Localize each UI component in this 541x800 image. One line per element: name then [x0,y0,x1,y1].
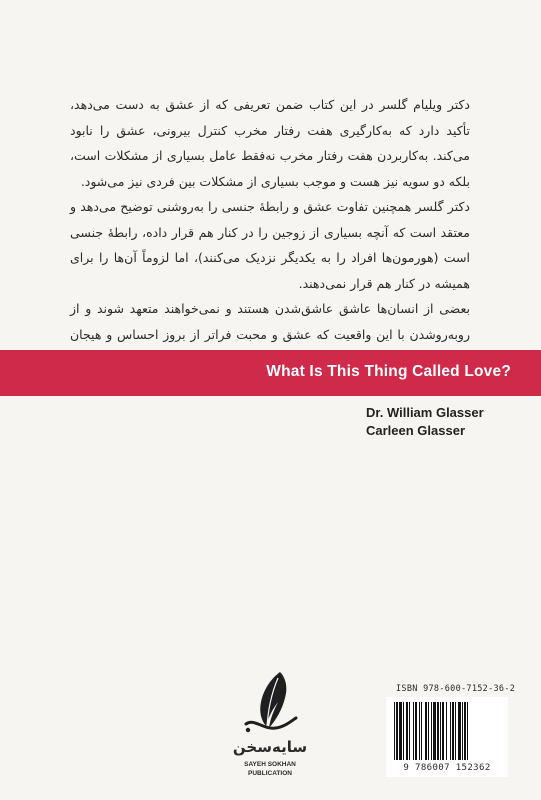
english-title: What Is This Thing Called Love? [266,363,511,380]
synopsis-text [70,92,470,373]
author-credits [366,404,484,440]
barcode-bar [428,702,429,760]
title-band [0,350,541,396]
barcode-bar [442,702,444,760]
barcode-bar [455,702,456,760]
barcode-bar [450,702,451,760]
author-name-1: Dr. William Glasser [366,405,484,420]
barcode-bar [406,702,408,760]
barcode-bar [394,702,395,760]
quill-feather-icon [228,668,312,738]
barcode-bar [433,702,436,760]
barcode-bar [458,702,461,760]
barcode-bar [467,702,468,760]
barcode-bar [425,702,427,760]
publisher-name-english: SAYEH SOKHAN [244,761,296,768]
synopsis-paragraph-2: دکتر گلسر همچنین تفاوت عشق و رابطهٔ جنسی را به‌روشنی توضیح می‌دهد و معتقد است که آنچه بسیاری از زوجین را در کنار هم قرار داده، رابطهٔ جنسی است (هورمون‌ها افراد را به یکدیگر نزدیک می‌کنند)، اما لزوماً آن‌ها را برای همیشه در کنار هم قرار نمی‌دهند. [70,199,470,291]
barcode-bars [392,702,502,762]
barcode-bar [462,702,463,760]
barcode-bar [415,702,417,760]
barcode-bar [409,702,410,760]
publisher-subtitle: PUBLICATION [248,770,292,777]
publisher-name-persian: سایه‌سخن [232,738,308,756]
barcode-bar [413,702,414,760]
isbn-label: ISBN 978-600-7152-36-2 [396,684,516,694]
barcode-bar [437,702,439,760]
barcode-bar [440,702,441,760]
barcode-bar [431,702,432,760]
synopsis-paragraph-1: دکتر ویلیام گلسر در این کتاب ضمن تعریفی که از عشق به دست می‌دهد، تأکید دارد که به‌کارگیری هفت رفتار مخرب کنترل بیرونی، عشق را نابود می‌کند. به‌کاربردن هفت رفتار مخرب نه‌فقط عامل بسیاری از مشکلات است، بلکه دو سویه نیز هست و موجب بسیاری از مشکلات بین فردی نیز می‌شود. [70,97,470,189]
barcode-bar [403,702,404,760]
author-name-2: Carleen Glasser [366,423,466,438]
barcode-number: 9 786007 152362 [403,763,491,773]
barcode-bar [446,702,447,760]
barcode-bar [399,702,402,760]
barcode-bar [421,702,422,760]
barcode-bar [452,702,454,760]
barcode-bar [464,702,466,760]
isbn-barcode [386,697,508,777]
barcode-bar [396,702,398,760]
synopsis-paragraph-3: بعضی از انسان‌ها عاشق عاشق‌شدن هستند و نمی‌خواهند متعهد شوند و از روبه‌روشدن با این واقعیت که عشق و محبت فراتر از بروز احساس و هیجان [70,301,470,342]
publisher-logo [228,668,312,786]
barcode-bar [419,702,420,760]
